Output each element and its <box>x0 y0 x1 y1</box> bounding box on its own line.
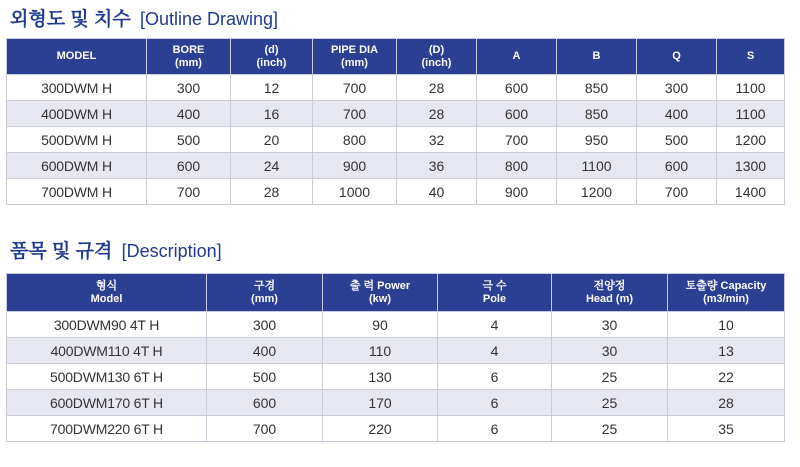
table-cell: 1300 <box>717 153 785 179</box>
table-cell: 900 <box>313 153 397 179</box>
column-header <box>557 39 637 75</box>
table-cell: 25 <box>552 364 668 390</box>
table-cell: 6 <box>438 416 552 442</box>
column-header <box>637 39 717 75</box>
column-header-unit: (mm) <box>175 56 202 69</box>
column-header-label: B <box>592 50 601 62</box>
table-cell: 1400 <box>717 179 785 205</box>
table-row <box>7 416 785 442</box>
column-header-label: A <box>512 50 521 62</box>
table-cell: 4 <box>438 312 552 338</box>
table-cell: 400 <box>637 101 717 127</box>
description-title-ko: 품목 및 규격 <box>10 241 113 262</box>
table-cell: 300 <box>637 75 717 101</box>
table-cell: 800 <box>313 127 397 153</box>
table-cell: 600 <box>637 153 717 179</box>
outline-dimensions-table <box>6 38 785 205</box>
table-cell: 110 <box>323 338 438 364</box>
table-cell: 90 <box>323 312 438 338</box>
description-title-en: [Description] <box>121 241 222 261</box>
model-cell: 400DWM H <box>7 101 147 127</box>
table-cell: 950 <box>557 127 637 153</box>
table-cell: 500 <box>637 127 717 153</box>
table-cell: 700 <box>207 416 323 442</box>
table-row <box>7 153 785 179</box>
column-header <box>717 39 785 75</box>
column-header <box>207 274 323 312</box>
table-cell: 25 <box>552 416 668 442</box>
model-cell: 300DWM H <box>7 75 147 101</box>
table-cell: 600 <box>477 101 557 127</box>
table-cell: 900 <box>477 179 557 205</box>
column-header-label: 출 력 Power <box>349 279 411 292</box>
table-cell: 32 <box>397 127 477 153</box>
column-header-unit: (kw) <box>369 292 391 305</box>
table-cell: 20 <box>231 127 313 153</box>
column-header-label: 극 수 <box>482 279 507 292</box>
table-cell: 16 <box>231 101 313 127</box>
table-row <box>7 179 785 205</box>
outline-drawing-title <box>10 4 278 31</box>
table-row <box>7 338 785 364</box>
column-header <box>313 39 397 75</box>
table-row <box>7 75 785 101</box>
table-cell: 28 <box>397 75 477 101</box>
table-row <box>7 390 785 416</box>
column-header <box>552 274 668 312</box>
column-header-label: BORE <box>172 43 205 56</box>
table-cell: 24 <box>231 153 313 179</box>
table-cell: 130 <box>323 364 438 390</box>
table-cell: 300 <box>207 312 323 338</box>
table-cell: 700 <box>313 75 397 101</box>
model-cell: 700DWM220 6T H <box>7 416 207 442</box>
table-cell: 700 <box>637 179 717 205</box>
column-header-unit: (m3/min) <box>703 292 749 305</box>
table-row <box>7 127 785 153</box>
table-cell: 12 <box>231 75 313 101</box>
column-header-label: S <box>746 50 755 62</box>
model-cell: 600DWM170 6T H <box>7 390 207 416</box>
column-header <box>477 39 557 75</box>
table-cell: 1100 <box>557 153 637 179</box>
column-header <box>231 39 313 75</box>
column-header-unit: (mm) <box>251 292 278 305</box>
table-header-row <box>7 274 785 312</box>
model-cell: 400DWM110 4T H <box>7 338 207 364</box>
table-cell: 22 <box>668 364 785 390</box>
table-cell: 28 <box>231 179 313 205</box>
table-cell: 1200 <box>557 179 637 205</box>
column-header-unit: Model <box>90 292 123 305</box>
table-cell: 4 <box>438 338 552 364</box>
column-header <box>7 274 207 312</box>
table-cell: 1100 <box>717 101 785 127</box>
column-header-label: 전양정 <box>593 279 626 292</box>
table-cell: 220 <box>323 416 438 442</box>
table-row <box>7 364 785 390</box>
column-header <box>7 39 147 75</box>
table-cell: 400 <box>147 101 231 127</box>
table-cell: 40 <box>397 179 477 205</box>
column-header-unit: (inch) <box>421 56 452 69</box>
table-cell: 500 <box>147 127 231 153</box>
column-header-label: 토출량 Capacity <box>685 279 767 292</box>
model-cell: 500DWM H <box>7 127 147 153</box>
table-cell: 300 <box>147 75 231 101</box>
table-cell: 700 <box>147 179 231 205</box>
column-header-unit: (mm) <box>341 56 368 69</box>
model-cell: 600DWM H <box>7 153 147 179</box>
table-cell: 800 <box>477 153 557 179</box>
description-spec-table <box>6 273 785 442</box>
column-header-label: 형식 <box>95 279 118 292</box>
table-cell: 28 <box>397 101 477 127</box>
column-header-label: PIPE DIA <box>330 43 379 56</box>
column-header-label: (d) <box>264 43 279 56</box>
table-cell: 600 <box>147 153 231 179</box>
description-title <box>10 236 222 263</box>
table-header-row <box>7 39 785 75</box>
model-cell: 700DWM H <box>7 179 147 205</box>
table-cell: 6 <box>438 364 552 390</box>
table-cell: 36 <box>397 153 477 179</box>
column-header <box>668 274 785 312</box>
column-header-unit: Head (m) <box>585 292 634 305</box>
outline-drawing-title-en: [Outline Drawing] <box>139 9 279 29</box>
table-cell: 700 <box>313 101 397 127</box>
table-cell: 35 <box>668 416 785 442</box>
model-cell: 500DWM130 6T H <box>7 364 207 390</box>
table-cell: 10 <box>668 312 785 338</box>
table-row <box>7 312 785 338</box>
column-header-label: (D) <box>428 43 445 56</box>
table-cell: 500 <box>207 364 323 390</box>
table-cell: 1100 <box>717 75 785 101</box>
table-cell: 25 <box>552 390 668 416</box>
table-cell: 700 <box>477 127 557 153</box>
column-header-label: Q <box>672 50 681 62</box>
column-header <box>438 274 552 312</box>
table-cell: 850 <box>557 75 637 101</box>
column-header-label: MODEL <box>56 50 97 62</box>
table-cell: 30 <box>552 338 668 364</box>
column-header <box>147 39 231 75</box>
table-cell: 850 <box>557 101 637 127</box>
column-header-unit: Pole <box>482 292 507 305</box>
column-header <box>397 39 477 75</box>
column-header-unit: (inch) <box>256 56 287 69</box>
table-cell: 600 <box>207 390 323 416</box>
table-cell: 170 <box>323 390 438 416</box>
table-row <box>7 101 785 127</box>
table-cell: 13 <box>668 338 785 364</box>
model-cell: 300DWM90 4T H <box>7 312 207 338</box>
table-cell: 1000 <box>313 179 397 205</box>
table-cell: 1200 <box>717 127 785 153</box>
table-cell: 28 <box>668 390 785 416</box>
column-header-label: 구경 <box>253 279 276 292</box>
table-cell: 600 <box>477 75 557 101</box>
column-header <box>323 274 438 312</box>
table-cell: 6 <box>438 390 552 416</box>
table-cell: 400 <box>207 338 323 364</box>
table-cell: 30 <box>552 312 668 338</box>
outline-drawing-title-ko: 외형도 및 치수 <box>10 9 131 30</box>
